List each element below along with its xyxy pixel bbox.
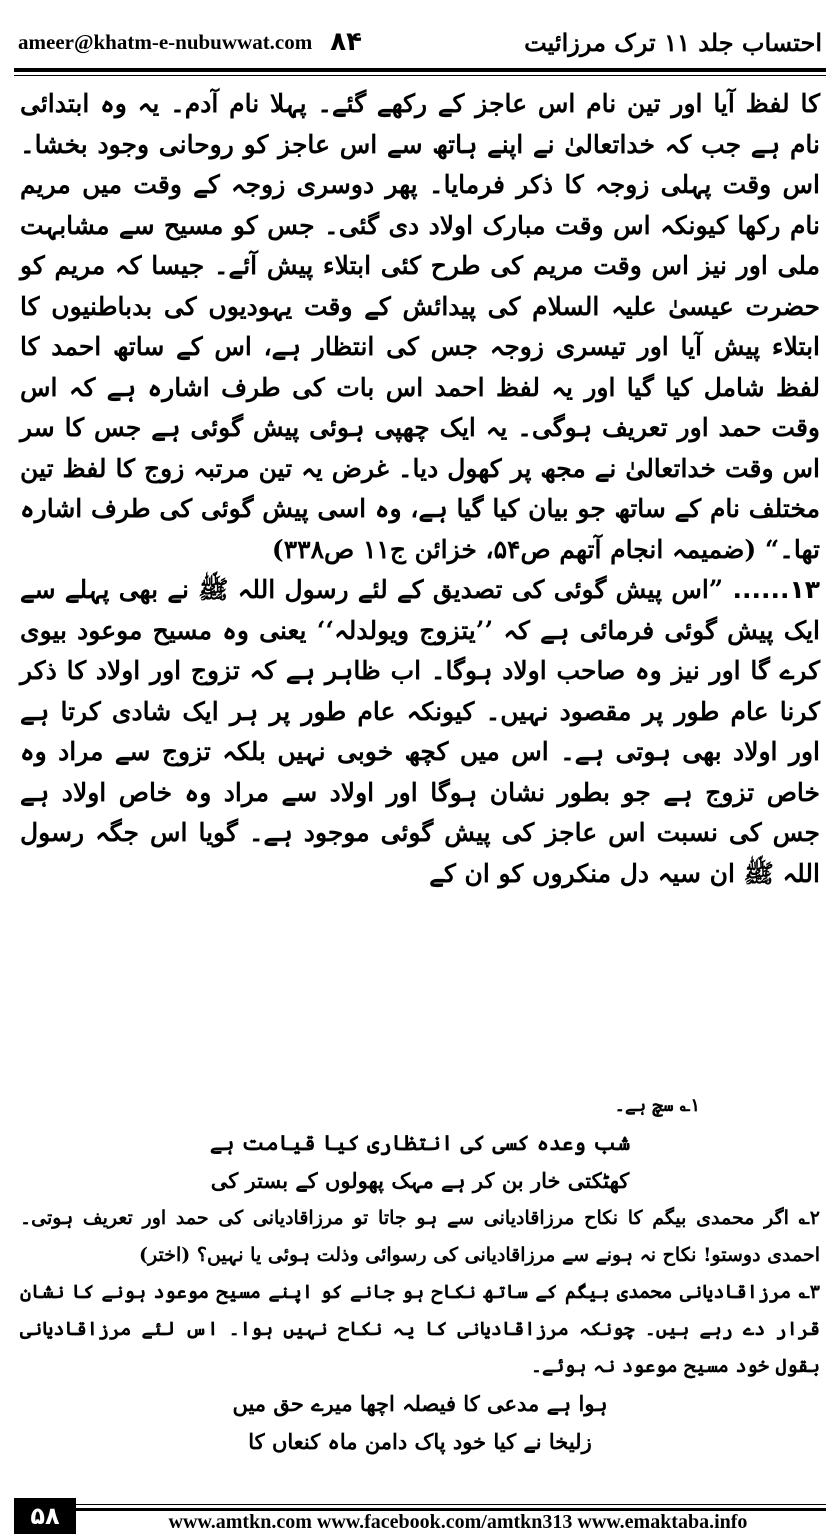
header-email: ameer@khatm-e-nubuwwat.com bbox=[18, 29, 313, 54]
header-rule-thin bbox=[14, 75, 826, 76]
footer-rule-thin bbox=[76, 1504, 826, 1505]
header-left bbox=[18, 27, 362, 57]
numbered-item bbox=[20, 570, 820, 894]
header-page-number: ۸۴ bbox=[330, 27, 362, 57]
footer-bar bbox=[76, 1498, 826, 1534]
body-paragraph: کا لفظ آیا اور تین نام اس عاجز کے رکھے گئے۔ پہلا نام آدم۔ یہ وہ ابتدائی نام ہے جب کہ خداتعالیٰ نے اپنے ہاتھ سے اس عاجز کو روحانی وجود بخشا۔ اس وقت پہلی زوجہ کا ذکر فرمایا۔ پھر دوسری زوجہ کے وقت میں مریم نام رکھا کیونکہ اس وقت مبارک اولاد دی گئی۔ جس کو مسیح سے مشابہت ملی اور نیز اس وقت مریم کی طرح کئی ابتلاء پیش آئے۔ جیسا کہ مریم کو حضرت عیسیٰ علیہ السلام کی پیدائش کے وقت یہودیوں کی بدباطنیوں کا ابتلاء پیش آیا اور تیسری زوجہ جس کی انتظار ہے، اس کے ساتھ احمد کا لفظ شامل کیا گیا اور یہ لفظ احمد اس بات کی طرف اشارہ ہے کہ اس وقت حمد اور تعریف ہوگی۔ یہ ایک چھپی ہوئی پیش گوئی ہے جس کا سر اس وقت خداتعالیٰ نے مجھ پر کھول دیا۔ غرض یہ تین مرتبہ زوج کا لفظ تین مختلف نام کے ساتھ جو بیان کیا گیا ہے، وہ اسی پیش گوئی کی طرف اشارہ تھا۔“ (ضمیمہ انجام آتھم ص۵۴، خزائن ج۱۱ ص۳۳۸) bbox=[20, 89, 820, 564]
couplet-2-line-1: ہوا ہے مدعی کا فیصلہ اچھا میرے حق میں bbox=[232, 1391, 608, 1416]
couplet-1-line-1: شب وعدہ کسی کی انتظاری کیا قیامت ہے bbox=[209, 1130, 631, 1155]
couplet-1 bbox=[20, 1124, 820, 1200]
couplet-1-line-2: کھٹکتی خار بن کر ہے مہک پھولوں کے بستر کی bbox=[210, 1168, 630, 1193]
footnotes-section bbox=[20, 1088, 820, 1461]
footnote-3: ۳؎ مرزاقادیانی محمدی بیگم کے ساتھ نکاح ہو جانے کو اپنے مسیح موعود ہونے کا نشان قرار دے رہے ہیں۔ چونکہ مرزاقادیانی کا یہ نکاح نہیں ہوا۔ اس لئے مرزاقادیانی بقول خود مسیح موعود نہ ہوئے۔ bbox=[20, 1281, 820, 1377]
couplet-2 bbox=[20, 1385, 820, 1461]
item-number: ۱۳...... bbox=[732, 575, 820, 604]
page-header bbox=[18, 18, 822, 66]
couplet-2-line-2: زلیخا نے کیا خود پاک دامن ماہ کنعاں کا bbox=[248, 1429, 592, 1454]
main-body bbox=[20, 84, 820, 894]
footer-links[interactable]: www.amtkn.com www.facebook.com/amtkn313 www.emaktaba.info bbox=[168, 1511, 748, 1533]
header-book-title: احتساب جلد ۱۱ ترک مرزائیت bbox=[524, 27, 822, 57]
footer-page-badge: ۵۸ bbox=[14, 1498, 76, 1534]
footnote-2: ۲؎ اگر محمدی بیگم کا نکاح مرزاقادیانی سے ہو جاتا تو مرزاقادیانی کی حمد اور تعریف ہوتی۔ احمدی دوستو! نکاح نہ ہونے سے مرزاقادیانی کی رسوائی وذلت ہوئی یا نہیں؟ (اختر) bbox=[20, 1207, 820, 1266]
page-footer bbox=[14, 1498, 826, 1534]
footnote-1-intro: ۱؎ سچ ہے۔ bbox=[614, 1095, 700, 1116]
header-rule-thick bbox=[14, 68, 826, 72]
item-text: ”اس پیش گوئی کی تصدیق کے لئے رسول اللہ ﷺ نے بھی پہلے سے ایک پیش گوئی فرمائی ہے کہ ’’یتزوج ویولدلہ‘‘ یعنی وہ مسیح موعود بیوی کرے گا اور نیز وہ صاحب اولاد ہوگا۔ اب ظاہر ہے کہ تزوج اور اولاد کا ذکر کرنا عام طور پر مقصود نہیں۔ کیونکہ عام طور پر ہر ایک شادی کرتا ہے اور اولاد بھی ہوتی ہے۔ اس میں کچھ خوبی نہیں بلکہ تزوج سے مراد وہ خاص تزوج ہے جو بطور نشان ہوگا اور اولاد سے مراد وہ خاص اولاد ہے جس کی نسبت اس عاجز کی پیش گوئی موجود ہے۔ گویا اس جگہ رسول اللہ ﷺ ان سیہ دل منکروں کو ان کے bbox=[20, 575, 820, 888]
